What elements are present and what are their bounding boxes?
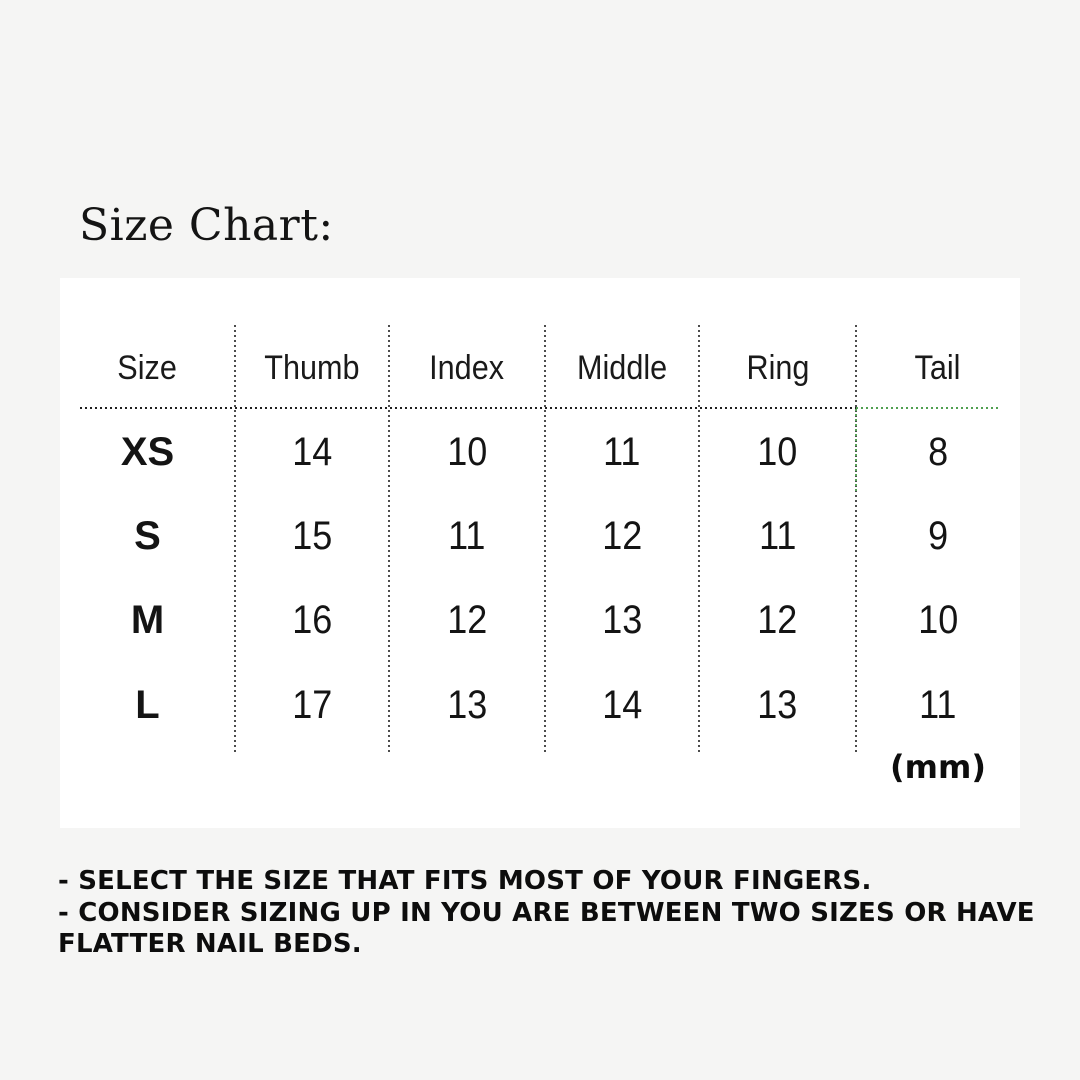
table-cell: 11: [919, 682, 957, 727]
header-cell-size: Size: [117, 348, 178, 387]
size-notes: [58, 866, 1048, 961]
table-cell: 11: [603, 429, 641, 474]
table-row-xs: [60, 410, 1020, 494]
table-cell: 8: [927, 429, 949, 474]
table-cell: 12: [601, 513, 643, 558]
table-cell: 12: [757, 597, 798, 642]
column-divider: [698, 325, 700, 752]
size-label: M: [130, 597, 165, 642]
header-cell-index: Index: [429, 348, 505, 387]
table-cell: 13: [757, 682, 798, 727]
table-row-l: [60, 663, 1020, 747]
column-divider: [544, 325, 546, 752]
header-cell-middle: Middle: [576, 348, 668, 387]
column-divider: [855, 325, 857, 752]
note-line: - SELECT THE SIZE THAT FITS MOST OF YOUR FINGERS.: [58, 866, 872, 896]
table-cell: 9: [927, 513, 949, 558]
note-line: FLATTER NAIL BEDS.: [58, 929, 362, 959]
table-cell: 10: [446, 429, 488, 474]
header-rule-green-segment: [856, 407, 1000, 409]
size-chart-card: [60, 278, 1020, 828]
header-cell-thumb: Thumb: [264, 348, 360, 387]
note-line: - CONSIDER SIZING UP IN YOU ARE BETWEEN TWO SIZES OR HAVE: [58, 897, 1035, 928]
size-label: S: [134, 513, 161, 558]
table-row-m: [60, 578, 1020, 662]
table-cell: 15: [291, 513, 333, 558]
size-label: XS: [120, 429, 175, 474]
page-title: Size Chart:: [79, 200, 334, 251]
column-divider: [388, 325, 390, 752]
table-cell: 14: [291, 429, 333, 474]
header-cell-ring: Ring: [746, 348, 809, 387]
size-label: L: [135, 682, 160, 727]
table-cell: 13: [446, 682, 488, 727]
column-divider-green-segment: [855, 409, 857, 493]
table-cell: 10: [917, 597, 959, 642]
header-rule: [80, 407, 856, 409]
header-cell-tail: Tail: [915, 348, 961, 387]
table-header-row: [60, 318, 1020, 418]
table-cell: 10: [757, 429, 798, 474]
table-cell: 17: [291, 682, 333, 727]
table-cell: 14: [601, 682, 643, 727]
column-divider: [234, 325, 236, 752]
table-cell: 16: [291, 597, 333, 642]
unit-label: (mm): [890, 748, 986, 786]
table-cell: 12: [446, 597, 488, 642]
table-row-s: [60, 494, 1020, 578]
table-cell: 11: [448, 513, 486, 558]
table-cell: 11: [758, 513, 797, 558]
table-cell: 13: [601, 597, 643, 642]
